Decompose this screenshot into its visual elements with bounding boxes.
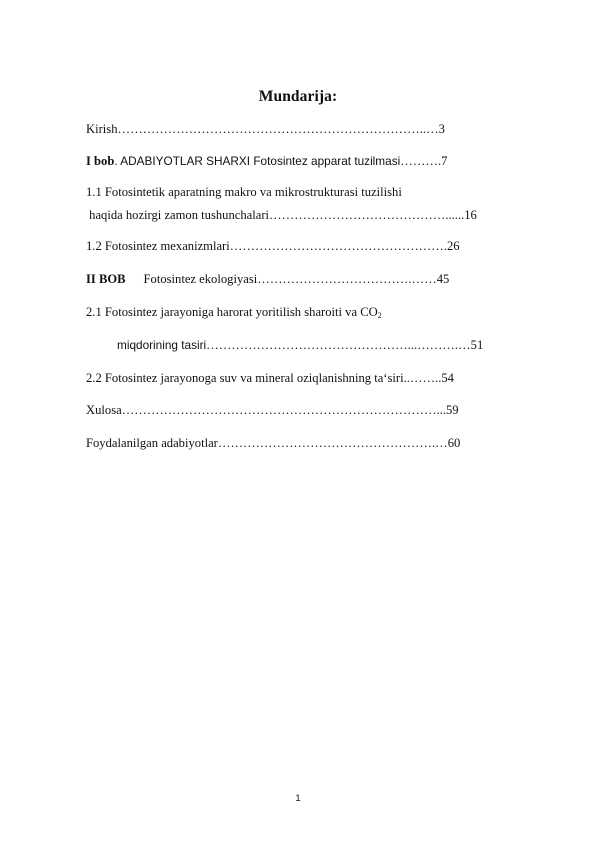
toc-entry-2-2 [86, 370, 454, 386]
toc-leader: …………………………………………...……….… [206, 338, 471, 352]
toc-entry-1-2 [86, 238, 460, 254]
toc-entry-1-1-line1 [86, 184, 402, 200]
toc-entry-label: Foydalanilgan adabiyotlar [86, 436, 218, 450]
toc-entry-bob-1 [86, 153, 447, 169]
toc-chapter-prefix: II BOB [86, 272, 126, 286]
toc-page-number: 7 [441, 154, 448, 168]
toc-entry-bob-2 [86, 271, 449, 287]
toc-entry-label: . ADABIYOTLAR SHARXI Fotosintez apparat tuzilmasi [114, 154, 401, 168]
toc-page-number: 51 [470, 338, 484, 352]
toc-chapter-prefix: I bob [86, 154, 115, 168]
toc-page-number: 3 [438, 122, 445, 136]
toc-subscript: 2 [377, 311, 382, 320]
toc-entry-label: 2.2 Fotosintez jarayonoga suv va mineral oziqlanishning ta‘siri..…….. [86, 371, 442, 385]
toc-entry-label: miqdorining tasiri [117, 338, 207, 352]
toc-leader: ……………………………………………. [229, 239, 447, 253]
toc-entry-adabiyotlar [86, 435, 460, 451]
toc-page-number: 54 [441, 371, 454, 385]
toc-entry-kirish [86, 121, 445, 137]
toc-page-number: 45 [436, 272, 450, 286]
toc-entry-xulosa [86, 402, 459, 418]
toc-page-number: 60 [447, 436, 461, 450]
toc-entry-label: Xulosa [86, 403, 122, 417]
toc-entry-label: 1.2 Fotosintez mexanizmlari [86, 239, 230, 253]
toc-entry-label: Kirish [86, 122, 118, 136]
toc-entry-label: 1.1 Fotosintetik aparatning makro va mikrostrukturasi tuzilishi [86, 185, 402, 199]
page-title: Mundarija: [258, 88, 338, 105]
toc-leader: …………………………………………………………………... [121, 403, 446, 417]
toc-page-number: 16 [464, 208, 477, 222]
toc-leader: ………. [400, 154, 442, 168]
toc-page-number: 26 [447, 239, 460, 253]
toc-entry-2-1-line2 [117, 337, 483, 353]
toc-entry-1-1-line2 [86, 207, 477, 223]
toc-entry-label: Fotosintez ekologiyasi [143, 272, 258, 286]
toc-entry-2-1-line1 [86, 304, 382, 324]
toc-leader: ……………………………….…… [257, 272, 437, 286]
toc-page-number: 59 [445, 403, 459, 417]
toc-leader: …………………………………………….… [217, 436, 448, 450]
toc-leader: ………………………………………………………………..… [117, 122, 439, 136]
toc-entry-label: 2.1 Fotosintez jarayoniga harorat yoritilish sharoiti va CO [86, 305, 378, 319]
toc-entry-label: haqida hozirgi zamon tushunchalari [86, 208, 270, 222]
page-number: 1 [295, 793, 301, 804]
toc-leader: ……………………………………...... [269, 208, 465, 222]
